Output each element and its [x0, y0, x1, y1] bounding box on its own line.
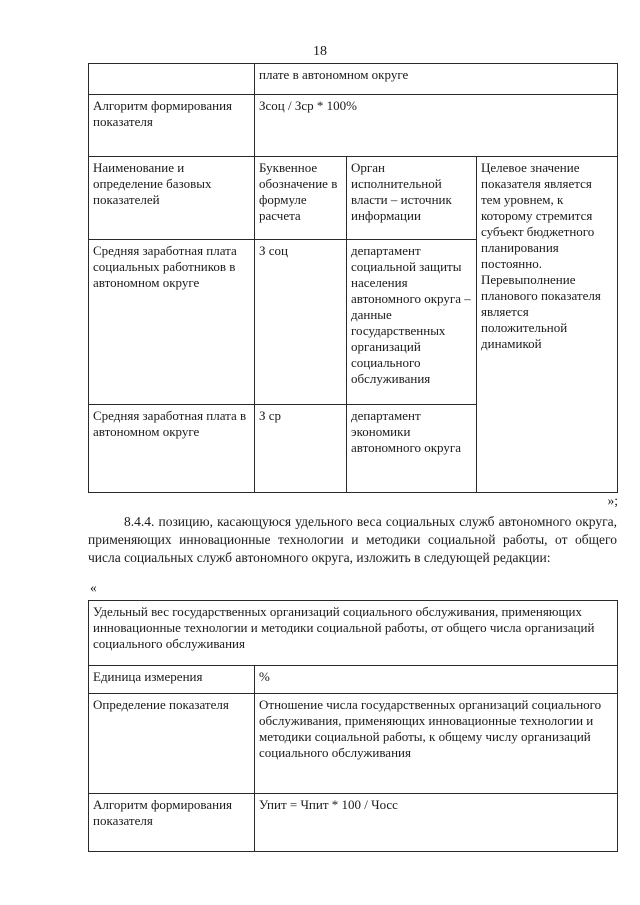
- page-number: 18: [313, 44, 327, 59]
- quote-open: «: [90, 580, 97, 595]
- row2-letter: З ср: [255, 405, 347, 493]
- quote-close: »;: [607, 493, 618, 508]
- def-label: Определение показателя: [89, 694, 255, 794]
- indicator-table-1: [88, 63, 618, 493]
- cont-cell: плате в автономном округе: [255, 64, 618, 95]
- target-text: Целевое значение показателя является тем уровнем, к которому стремится субъект бюджетного планирования постоянно. Перевыполнение планового показателя является положительной динамикой: [477, 157, 618, 493]
- algo-value: Зсоц / Зср * 100%: [255, 95, 618, 157]
- unit-label: Единица измерения: [89, 666, 255, 694]
- def-value: Отношение числа государственных организаций социального обслуживания, применяющих инновационные технологии и методики социальной работы, к общему числу организаций социального обслуживания: [255, 694, 618, 794]
- row1-organ: департамент социальной защиты населения автономного округа – данные государственных организаций социального обслуживания: [347, 240, 477, 405]
- row2-name: Средняя заработная плата в автономном округе: [89, 405, 255, 493]
- unit-value: %: [255, 666, 618, 694]
- hdr-letter: Буквенное обозначение в формуле расчета: [255, 157, 347, 240]
- indicator-table-2: [88, 600, 618, 852]
- algo2-value: Упит = Чпит * 100 / Чосс: [255, 794, 618, 852]
- row2-organ: департамент экономики автономного округа: [347, 405, 477, 493]
- algo-label: Алгоритм формирования показателя: [89, 95, 255, 157]
- paragraph-8-4-4: 8.4.4. позицию, касающуюся удельного веса социальных служб автономного округа, применяющих инновационные технологии и методики социальной работы, от общего числа социальных служб автономного округа, изложить в следующей редакции:: [88, 514, 617, 565]
- hdr-organ: Орган исполнительной власти – источник информации: [347, 157, 477, 240]
- cont-empty-cell: [89, 64, 255, 95]
- algo2-label: Алгоритм формирования показателя: [89, 794, 255, 852]
- table2-title: Удельный вес государственных организаций социального обслуживания, применяющих инновационные технологии и методики социальной работы, от общего числа организаций социального обслуживания: [89, 601, 618, 666]
- hdr-name: Наименование и определение базовых показателей: [89, 157, 255, 240]
- row1-letter: З соц: [255, 240, 347, 405]
- row1-name: Средняя заработная плата социальных работников в автономном округе: [89, 240, 255, 405]
